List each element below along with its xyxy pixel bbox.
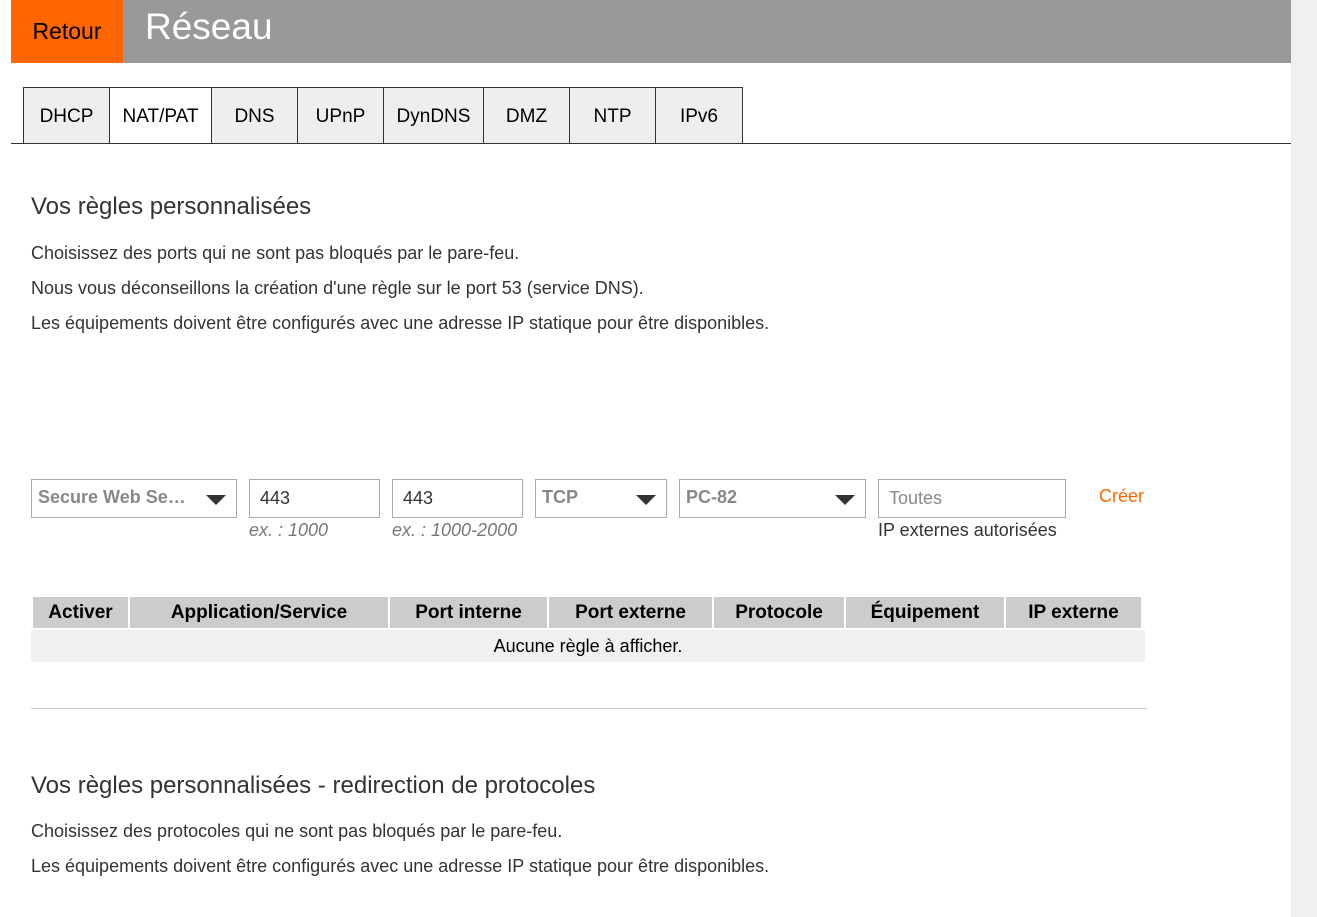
tab-dmz[interactable]: DMZ bbox=[484, 87, 570, 143]
external-ip-hint: IP externes autorisées bbox=[878, 520, 1057, 540]
column-header: Port externe bbox=[549, 597, 712, 628]
device-select-value: PC-82 bbox=[686, 487, 738, 507]
info-text: Les équipements doivent être configurés avec une adresse IP statique pour être disponibles. bbox=[31, 313, 770, 333]
internal-port-hint: ex. : 1000 bbox=[249, 520, 329, 540]
tab-upnp[interactable]: UPnP bbox=[298, 87, 384, 143]
internal-port-input[interactable]: 443 bbox=[249, 479, 380, 518]
chevron-down-icon bbox=[835, 495, 855, 505]
device-select[interactable] bbox=[679, 479, 866, 518]
info-text: Choisissez des ports qui ne sont pas bloqués par le pare-feu. bbox=[31, 243, 520, 263]
tab-ntp[interactable]: NTP bbox=[570, 87, 656, 143]
column-header: Activer bbox=[33, 597, 128, 628]
info-text: Les équipements doivent être configurés avec une adresse IP statique pour être disponibles. bbox=[31, 856, 770, 876]
tab-nat-pat[interactable]: NAT/PAT bbox=[110, 87, 212, 144]
column-header: Port interne bbox=[390, 597, 547, 628]
column-header: Application/Service bbox=[130, 597, 388, 628]
tab-dyndns[interactable]: DynDNS bbox=[384, 87, 484, 143]
info-text: Nous vous déconseillons la création d'une règle sur le port 53 (service DNS). bbox=[31, 278, 644, 298]
section-divider bbox=[31, 708, 1147, 709]
tab-dhcp[interactable]: DHCP bbox=[23, 87, 110, 143]
section-title-protocol-redirection: Vos règles personnalisées - redirection de protocoles bbox=[31, 772, 596, 799]
external-port-hint: ex. : 1000-2000 bbox=[392, 520, 518, 540]
protocol-select-value: TCP bbox=[542, 487, 578, 507]
chevron-down-icon bbox=[206, 495, 226, 505]
tab-divider bbox=[11, 143, 1291, 144]
protocol-select[interactable] bbox=[535, 479, 667, 518]
column-header: IP externe bbox=[1006, 597, 1141, 628]
external-ip-input[interactable]: Toutes bbox=[878, 479, 1066, 518]
info-text: Choisissez des protocoles qui ne sont pas bloqués par le pare-feu. bbox=[31, 821, 563, 841]
tab-ipv6[interactable]: IPv6 bbox=[656, 87, 743, 143]
section-title-custom-rules: Vos règles personnalisées bbox=[31, 193, 312, 220]
page-title: Réseau bbox=[145, 6, 273, 47]
header-bar bbox=[11, 0, 1291, 63]
tab-dns[interactable]: DNS bbox=[212, 87, 298, 143]
create-button[interactable]: Créer bbox=[1099, 486, 1145, 506]
application-select-value: Secure Web Se… bbox=[38, 487, 186, 507]
table-empty-message: Aucune règle à afficher. bbox=[31, 630, 1145, 662]
application-select[interactable] bbox=[31, 479, 237, 518]
column-header: Protocole bbox=[714, 597, 844, 628]
back-button[interactable]: Retour bbox=[11, 0, 123, 63]
chevron-down-icon bbox=[636, 495, 656, 505]
column-header: Équipement bbox=[846, 597, 1004, 628]
scrollbar-track[interactable] bbox=[1291, 0, 1317, 917]
external-port-input[interactable]: 443 bbox=[392, 479, 523, 518]
